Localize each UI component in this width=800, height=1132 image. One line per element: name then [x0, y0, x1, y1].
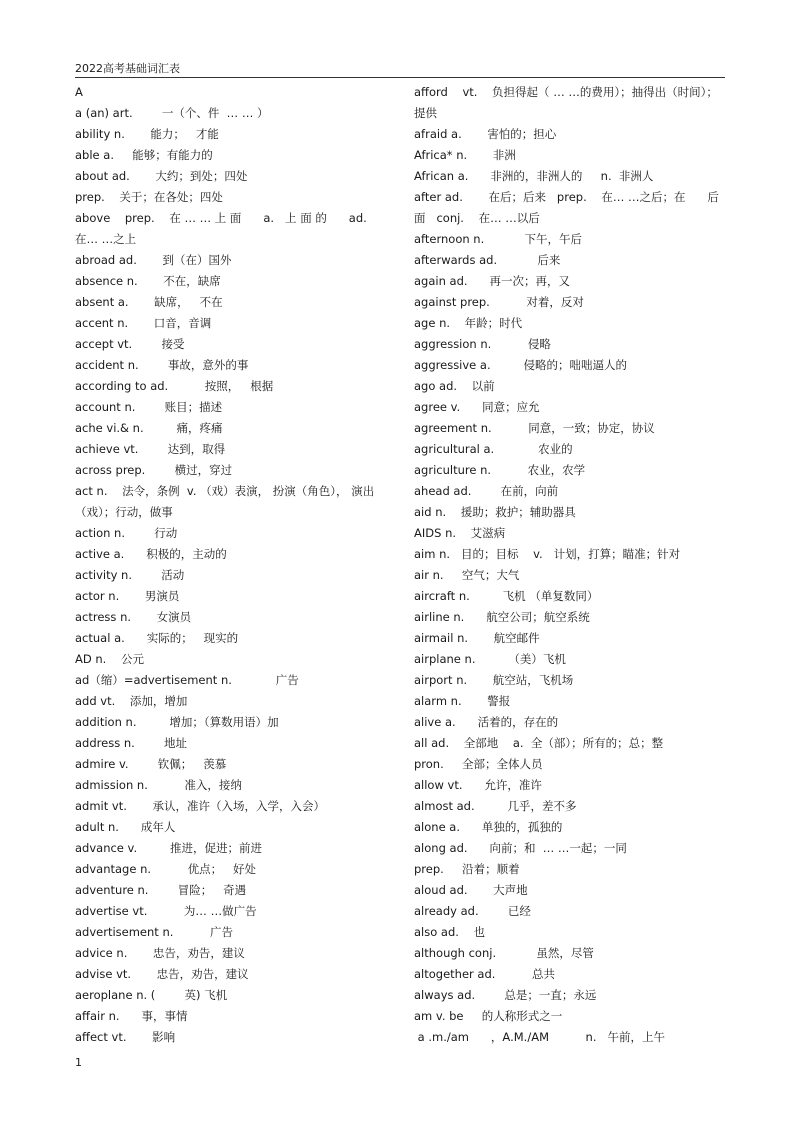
vocab-entry: absence n. 不在，缺席 [75, 274, 221, 288]
vocab-entry: agriculture n. 农业，农学 [414, 463, 586, 477]
vocab-entry: already ad. 已经 [414, 904, 531, 918]
vocab-entry: pron. 全部；全体人员 [414, 757, 543, 771]
vocab-entry: affect vt. 影响 [75, 1030, 176, 1044]
vocab-entry: agricultural a. 农业的 [414, 442, 573, 456]
vocab-entry: airplane n. （美）飞机 [414, 652, 566, 666]
vocab-entry: air n. 空气；大气 [414, 568, 520, 582]
vocab-entry: afraid a. 害怕的；担心 [414, 127, 557, 141]
vocab-entry: airport n. 航空站，飞机场 [414, 673, 574, 687]
vocab-entry: against prep. 对着，反对 [414, 295, 584, 309]
vocab-entry: activity n. 活动 [75, 568, 185, 582]
vocab-entry: add vt. 添加，增加 [75, 694, 188, 708]
vocab-entry: all ad. 全部地 a. 全（部）；所有的；总；整 [414, 736, 664, 750]
vocab-entry: aircraft n. 飞机 （单复数同） [414, 589, 599, 603]
vocab-entry: alarm n. 警报 [414, 694, 511, 708]
vocab-entry: almost ad. 几乎，差不多 [414, 799, 577, 813]
vocab-entry: aggression n. 侵略 [414, 337, 551, 351]
vocab-entry: aggressive a. 侵略的；咄咄逼人的 [414, 358, 628, 372]
vocab-entry: alone a. 单独的，孤独的 [414, 820, 563, 834]
vocab-entry: always ad. 总是；一直；永远 [414, 988, 597, 1002]
vocab-entry: aeroplane n. ( 英) 飞机 [75, 988, 228, 1002]
vocab-entry: about ad. 大约；到处；四处 [75, 169, 248, 183]
vocab-entry: Africa* n. 非洲 [414, 148, 516, 162]
vocab-entry: a (an) art. 一（个、件 … … ） [75, 106, 269, 120]
vocab-entry: act n. 法令，条例 v. （戏）表演， 扮演（角色）， 演出（戏）；行动，做事 [75, 484, 375, 519]
vocab-entry: African a. 非洲的，非洲人的 n. 非洲人 [414, 169, 654, 183]
vocab-entry: ahead ad. 在前，向前 [414, 484, 559, 498]
vocab-entry: prep. 沿着；顺着 [414, 862, 520, 876]
vocab-entry: accent n. 口音，音调 [75, 316, 212, 330]
vocab-entry: actress n. 女演员 [75, 610, 192, 624]
vocab-entry: admission n. 准入，接纳 [75, 778, 242, 792]
vocab-entry: agreement n. 同意，一致；协定，协议 [414, 421, 655, 435]
vocab-entry: a .m./am ，A.M./AM n. 午前，上午 [414, 1030, 665, 1044]
vocab-entry: after ad. 在后；后来 prep. 在… …之后；在 后面 conj. 在… …以后 [414, 190, 719, 225]
vocab-entry: age n. 年龄；时代 [414, 316, 523, 330]
vocab-entry: A [75, 85, 83, 99]
vocab-entry: across prep. 横过，穿过 [75, 463, 233, 477]
vocab-entry: advice n. 忠告，劝告，建议 [75, 946, 245, 960]
vocab-entry: adult n. 成年人 [75, 820, 176, 834]
vocab-entry: ache vi.& n. 痛，疼痛 [75, 421, 223, 435]
vocab-entry: alive a. 活着的，存在的 [414, 715, 559, 729]
vocab-entry: action n. 行动 [75, 526, 178, 540]
vocab-entry: altogether ad. 总共 [414, 967, 555, 981]
vocab-entry: prep. 关于；在各处；四处 [75, 190, 223, 204]
vocab-entry: AIDS n. 艾滋病 [414, 526, 506, 540]
vocab-entry: abroad ad. 到（在）国外 [75, 253, 232, 267]
vocab-entry: again ad. 再一次；再，又 [414, 274, 570, 288]
vocab-entry: above prep. 在 … … 上 面 a. 上 面 的 ad. 在… …之上 [75, 211, 375, 246]
vocab-entry: advise vt. 忠告，劝告，建议 [75, 967, 249, 981]
vocab-entry: agree v. 同意；应允 [414, 400, 540, 414]
vocab-entry: advertise vt. 为… …做广告 [75, 904, 257, 918]
vocab-entry: afford vt. 负担得起（ … …的费用）；抽得出（时间）；提供 [414, 85, 718, 120]
vocab-entry: actual a. 实际的； 现实的 [75, 631, 239, 645]
vocab-entry: afternoon n. 下午，午后 [414, 232, 582, 246]
vocab-entry: advance v. 推进，促进；前进 [75, 841, 263, 855]
vocab-entry: aid n. 援助；救护；辅助器具 [414, 505, 576, 519]
header-rule [75, 77, 725, 78]
vocab-entry: although conj. 虽然，尽管 [414, 946, 594, 960]
vocab-entry: AD n. 公元 [75, 652, 144, 666]
left-column [75, 82, 387, 1048]
vocab-entry: achieve vt. 达到，取得 [75, 442, 226, 456]
vocab-entry: ago ad. 以前 [414, 379, 495, 393]
vocab-entry: admit vt. 承认，准许（入场，入学，入会） [75, 799, 325, 813]
vocab-entry: advertisement n. 广告 [75, 925, 233, 939]
vocab-entry: afterwards ad. 后来 [414, 253, 561, 267]
page-number: 1 [75, 1056, 82, 1069]
vocab-entry: affair n. 事，事情 [75, 1009, 188, 1023]
vocab-entry: account n. 账目；描述 [75, 400, 223, 414]
vocab-entry: along ad. 向前；和 … …一起；一同 [414, 841, 627, 855]
vocab-entry: aloud ad. 大声地 [414, 883, 528, 897]
vocab-entry: according to ad. 按照， 根据 [75, 379, 274, 393]
vocab-entry: able a. 能够；有能力的 [75, 148, 213, 162]
vocab-entry: airline n. 航空公司；航空系统 [414, 610, 590, 624]
right-column [414, 82, 726, 1048]
vocab-entry: also ad. 也 [414, 925, 486, 939]
vocab-entry: ad（缩）=advertisement n. 广告 [75, 673, 299, 687]
vocab-entry: advantage n. 优点； 好处 [75, 862, 257, 876]
vocab-entry: address n. 地址 [75, 736, 188, 750]
vocab-entry: airmail n. 航空邮件 [414, 631, 540, 645]
vocab-entry: adventure n. 冒险； 奇遇 [75, 883, 247, 897]
vocab-entry: actor n. 男演员 [75, 589, 180, 603]
vocab-entry: accident n. 事故，意外的事 [75, 358, 249, 372]
vocab-entry: active a. 积极的，主动的 [75, 547, 227, 561]
vocab-entry: admire v. 钦佩； 羡慕 [75, 757, 227, 771]
vocab-entry: absent a. 缺席， 不在 [75, 295, 223, 309]
vocab-entry: allow vt. 允许，准许 [414, 778, 542, 792]
vocab-entry: am v. be 的人称形式之一 [414, 1009, 563, 1023]
vocab-entry: ability n. 能力； 才能 [75, 127, 219, 141]
vocab-entry: accept vt. 接受 [75, 337, 185, 351]
vocab-entry: addition n. 增加；（算数用语）加 [75, 715, 279, 729]
vocab-entry: aim n. 目的；目标 v. 计划，打算；瞄准；针对 [414, 547, 681, 561]
page-header-title: 2022高考基础词汇表 [75, 62, 180, 75]
